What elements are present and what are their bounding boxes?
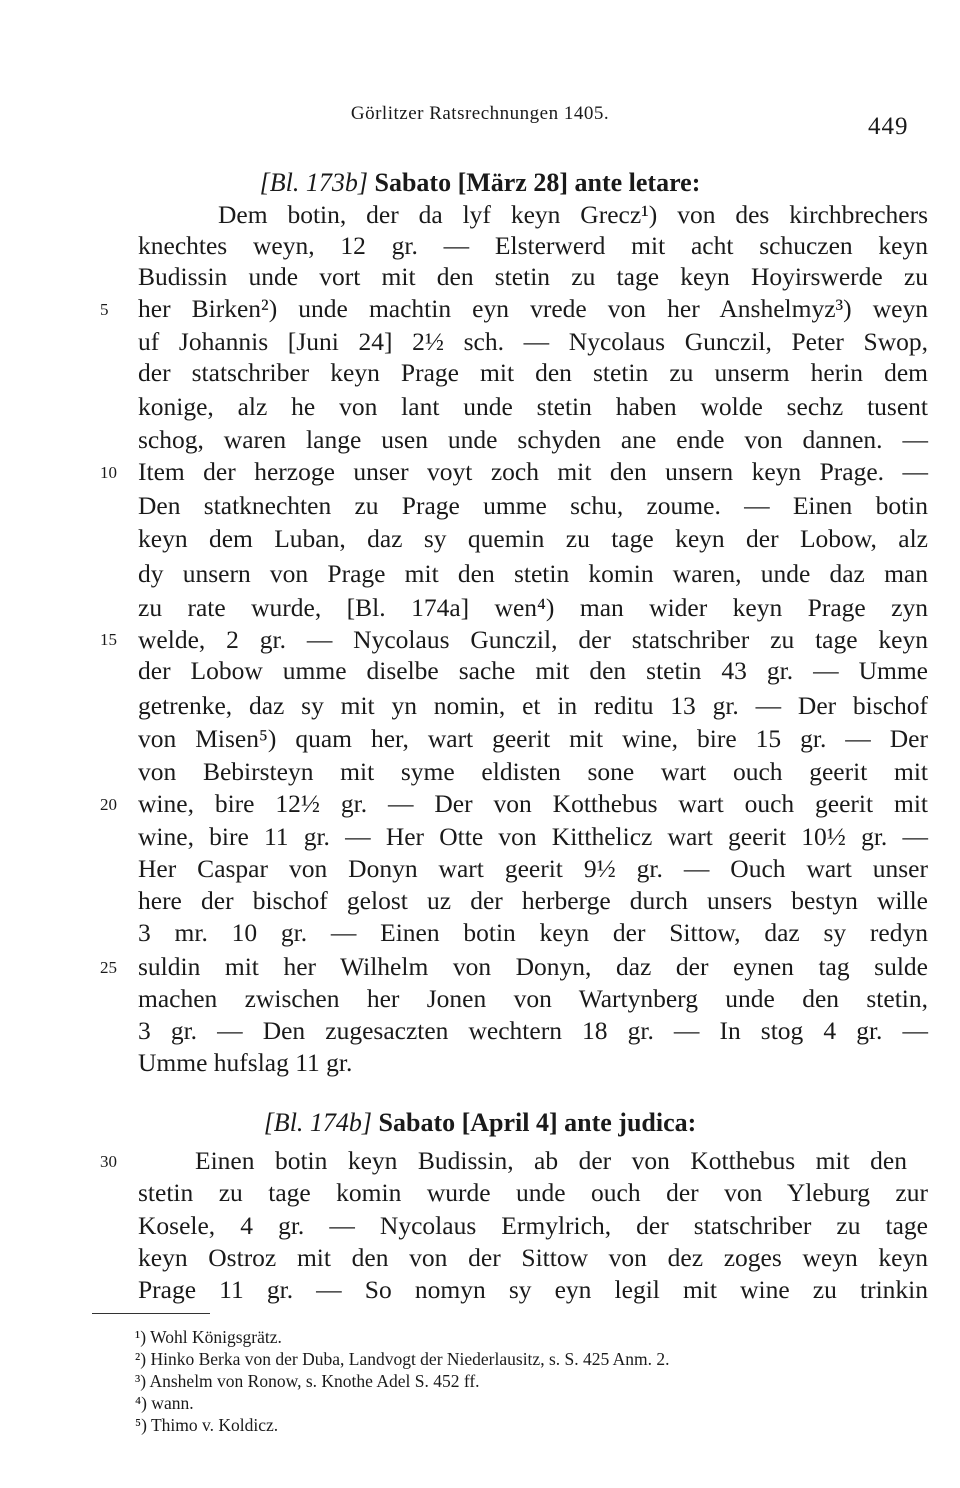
text-line: her Birken²) unde machtin eyn vrede von her Anshelmyz³) weyn (138, 294, 928, 323)
text-line: Kosele, 4 gr. — Nycolaus Ermylrich, der statschriber zu tage (138, 1211, 928, 1240)
text-line: Her Caspar von Donyn wart geerit 9½ gr. — Ouch wart unser (138, 854, 928, 883)
section-heading-2 (0, 1108, 960, 1138)
text-line: von Bebirsteyn mit syme eldisten sone wart ouch geerit mit (138, 757, 928, 786)
page-number: 449 (868, 113, 909, 140)
running-head: Görlitzer Ratsrechnungen 1405. (350, 103, 610, 124)
heading-text: Sabato [April 4] ante judica: (378, 1108, 697, 1137)
line-number: 30 (100, 1152, 117, 1171)
text-line: schog, waren lange usen unde schyden ane ende von dannen. — (138, 425, 928, 454)
text-line: uf Johannis [Juni 24] 2½ sch. — Nycolaus Gunczil, Peter Swop, (138, 327, 928, 356)
heading-text: Sabato [März 28] ante letare: (374, 168, 701, 197)
text-line: keyn Ostroz mit den von der Sittow von dez zoges weyn keyn (138, 1243, 928, 1272)
line-number: 10 (100, 463, 117, 482)
text-line: von Misen⁵) quam her, wart geerit mit wine, bire 15 gr. — Der (138, 724, 928, 753)
footnote: ⁴) wann. (135, 1393, 194, 1413)
text-line: 3 gr. — Den zugesaczten wechtern 18 gr. — In stog 4 gr. — (138, 1016, 928, 1045)
text-line: dy unsern von Prage mit den stetin komin waren, unde daz man (138, 559, 928, 588)
footnote: ⁵) Thimo v. Koldicz. (135, 1415, 279, 1435)
footnote: ¹) Wohl Königsgrätz. (135, 1327, 282, 1347)
text-line: stetin zu tage komin wurde unde ouch der von Yleburg zur (138, 1178, 928, 1207)
line-number: 20 (100, 795, 117, 814)
line-number: 15 (100, 630, 117, 649)
text-line: Prage 11 gr. — So nomyn sy eyn legil mit wine zu trinkin (138, 1275, 928, 1304)
text-line: welde, 2 gr. — Nycolaus Gunczil, der statschriber zu tage keyn (138, 625, 928, 654)
text-line: knechtes weyn, 12 gr. — Elsterwerd mit acht schuczen keyn (138, 231, 928, 260)
text-line: 3 mr. 10 gr. — Einen botin keyn der Sittow, daz sy redyn (138, 918, 928, 947)
text-line: Budissin unde vort mit den stetin zu tage keyn Hoyirswerde zu (138, 262, 928, 291)
line-number: 25 (100, 958, 117, 977)
footnote-rule (92, 1313, 210, 1314)
text-line: wine, bire 11 gr. — Her Otte von Kitthelicz wart geerit 10½ gr. — (138, 822, 928, 851)
folio-reference: [Bl. 173b] (259, 168, 368, 197)
text-line: der statschriber keyn Prage mit den stetin zu unserm herin dem (138, 358, 928, 387)
folio-reference: [Bl. 174b] (263, 1108, 373, 1137)
text-line: machen zwischen her Jonen von Wartynberg unde den stetin, (138, 984, 928, 1013)
footnote: ²) Hinko Berka von der Duba, Landvogt der Niederlausitz, s. S. 425 Anm. 2. (135, 1349, 670, 1369)
text-line: zu rate wurde, [Bl. 174a] wen⁴) man wider keyn Prage zyn (138, 593, 928, 622)
footnote: ³) Anshelm von Ronow, s. Knothe Adel S. 452 ff. (135, 1371, 480, 1391)
text-line: der Lobow umme diselbe sache mit den stetin 43 gr. — Umme (138, 656, 928, 685)
text-line: here der bischof gelost uz der herberge durch unsers bestyn wille (138, 886, 928, 915)
text-line: Item der herzoge unser voyt zoch mit den unsern keyn Prage. — (138, 457, 928, 486)
footnotes (135, 1326, 895, 1436)
text-line: wine, bire 12½ gr. — Der von Kotthebus wart ouch geerit mit (138, 789, 928, 818)
text-line: Den statknechten zu Prage umme schu, zoume. — Einen botin (138, 491, 928, 520)
text-line: suldin mit her Wilhelm von Donyn, daz der eynen tag sulde (138, 952, 928, 981)
text-line: Dem botin, der da lyf keyn Grecz¹) von des kirchbrechers (218, 200, 928, 229)
text-line: getrenke, daz sy mit yn nomin, et in reditu 13 gr. — Der bischof (138, 691, 928, 720)
line-number: 5 (100, 300, 109, 319)
text-line: Umme hufslag 11 gr. (138, 1048, 353, 1077)
text-line: keyn dem Luban, daz sy quemin zu tage keyn der Lobow, alz (138, 524, 928, 553)
text-line: konige, alz he von lant unde stetin haben wolde sechz tusent (138, 392, 928, 421)
section-heading-1 (0, 168, 960, 198)
text-line: Einen botin keyn Budissin, ab der von Kotthebus mit den (195, 1146, 907, 1175)
